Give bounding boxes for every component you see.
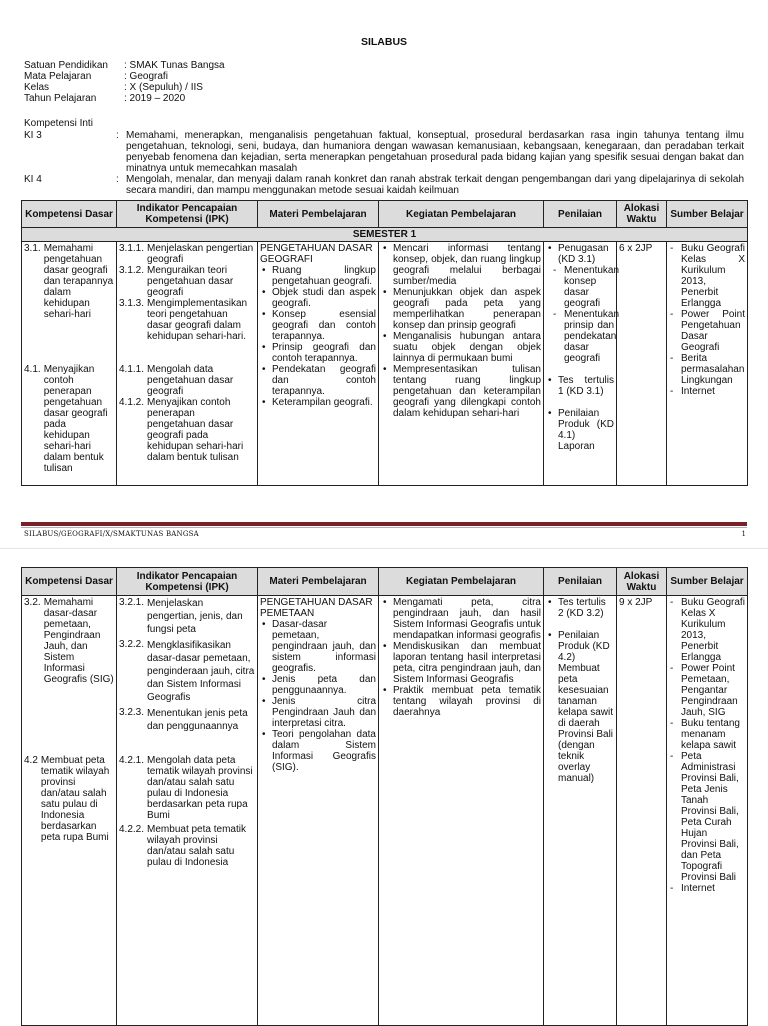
header-kegiatan: Kegiatan Pembelajaran <box>379 568 544 596</box>
materi-cell <box>258 596 379 1026</box>
kd-text: Menyajikan contoh penerapan pengetahuan dasar geografi pada kehidupan sehari-hari dalam bentuk tulisan <box>43 364 108 474</box>
header-ipk: Indikator Pencapaian Kompetensi (IPK) <box>117 568 258 596</box>
ipk-number: 3.2.2. <box>119 639 145 650</box>
list-item: • Praktik membuat peta tematik tentang wilayah provinsi di daerahnya <box>381 685 541 718</box>
materi-title: PENGETAHUAN DASAR GEOGRAFI <box>260 243 373 265</box>
semester-label: SEMESTER 1 <box>22 228 748 242</box>
ipk-number: 3.2.1. <box>119 597 145 608</box>
kd-cell <box>22 596 117 1026</box>
ki-colon: : <box>116 130 119 141</box>
syllabus-table-2 <box>21 567 748 1026</box>
ipk-cell <box>117 596 258 1026</box>
ki-label: KI 4 <box>24 174 42 185</box>
list-item: - Menentukan konsep dasar geografi <box>552 265 614 309</box>
header-alokasi: Alokasi Waktu <box>617 568 667 596</box>
sumber-cell <box>667 242 748 486</box>
ipk-number: 3.1.2. <box>119 265 145 276</box>
info-value: : Geografi <box>124 71 168 82</box>
kd-text: Memahami dasar-dasar pemetaan, Pengindraan Jauh, dan Sistem Informasi Geografis (SIG) <box>43 597 114 685</box>
header-ipk: Indikator Pencapaian Kompetensi (IPK) <box>117 201 258 228</box>
page-number: 1 <box>741 530 746 538</box>
list-item: • Tes tertulis 2 (KD 3.2) <box>546 597 614 619</box>
info-value: : SMAK Tunas Bangsa <box>124 60 225 71</box>
footer-text: SILABUS/GEOGRAFI/X/SMAKTUNAS BANGSA <box>24 530 199 538</box>
header-materi: Materi Pembelajaran <box>258 568 379 596</box>
list-item: • Pendekatan geografi dan contoh terapannya. <box>260 364 376 397</box>
info-label: Tahun Pelajaran <box>24 93 97 104</box>
kd-number: 3.2. <box>24 597 41 608</box>
penilaian-text: Penugasan (KD 3.1) <box>558 243 609 265</box>
list-item: - Menentukan prinsip dan pendekatan dasar geografi <box>552 309 614 364</box>
ipk-text: Mengimplementasikan teori pengetahuan dasar geografi dalam kehidupan sehari-hari. <box>147 298 248 342</box>
ki-text: Mengolah, menalar, dan menyaji dalam ranah konkret dan ranah abstrak terkait dengan pengembangan dari yang dipelajarinya di sekolah secara mandiri, dan mampu menggunakan metode sesuai kaidah keilmuan <box>126 174 744 196</box>
list-item: • Konsep esensial geografi dan contoh terapannya. <box>260 309 376 342</box>
list-item: • Teori pengolahan data dalam Sistem Informasi Geografis (SIG). <box>260 729 376 773</box>
header-penilaian: Penilaian <box>544 201 617 228</box>
header-alokasi: Alokasi Waktu <box>617 201 667 228</box>
list-item: • Ruang lingkup pengetahuan geografi. <box>260 265 376 287</box>
ipk-number: 4.2.1. <box>119 755 145 766</box>
ipk-number: 3.1.3. <box>119 298 145 309</box>
list-item: - Power Point Pemetaan, Pengantar Pengindraan Jauh, SIG <box>669 663 745 718</box>
list-item: - Buku Geografi Kelas X Kurikulum 2013, Penerbit Erlangga <box>669 597 745 663</box>
list-item: • Prinsip geografi dan contoh terapannya. <box>260 342 376 364</box>
list-item: • Jenis citra Pengindraan Jauh dan interpretasi citra. <box>260 696 376 729</box>
list-item: - Internet <box>669 883 745 894</box>
ipk-text: Menyajikan contoh penerapan pengetahuan dasar geografi pada kehidupan sehari-hari dalam bentuk tulisan <box>147 397 244 463</box>
info-block <box>24 60 225 104</box>
ipk-cell <box>117 242 258 486</box>
header-kegiatan: Kegiatan Pembelajaran <box>379 201 544 228</box>
list-item: - Buku Geografi Kelas X Kurikulum 2013, Penerbit Erlangga <box>669 243 745 309</box>
info-value: : X (Sepuluh) / IIS <box>124 82 203 93</box>
list-item: • Tes tertulis 1 (KD 3.1) <box>546 375 614 397</box>
ipk-text: Menjelaskan pengertian, jenis, dan fungsi peta <box>147 598 243 635</box>
list-item <box>546 243 620 364</box>
ki-block <box>24 130 744 196</box>
page-divider <box>0 548 768 549</box>
list-item: • Menganalisis hubungan antara suatu objek dengan objek lainnya di permukaan bumi <box>381 331 541 364</box>
ki-text: Memahami, menerapkan, menganalisis pengetahuan faktual, konseptual, prosedural berdasarkan rasa ingin tahunya tentang ilmu pengetahuan, teknologi, seni, budaya, dan humaniora dengan wawasan kemanusiaan, kebangsaan, kenegaraan, dan peradaban terkait penyebab fenomena dan kejadian, serta menerapkan pengetahuan prosedural pada bidang kajian yang spesifik sesuai dengan bakat dan minatnya untuk memecahkan masalah <box>126 130 744 174</box>
ipk-text: Mengklasifikasikan dasar-dasar pemetaan, penginderaan jauh, citra dan Sistem Informasi Geografis <box>147 640 255 703</box>
list-item: - Berita permasalahan Lingkungan <box>669 353 745 386</box>
header-penilaian: Penilaian <box>544 568 617 596</box>
header-kd: Kompetensi Dasar <box>22 568 117 596</box>
ipk-text: Mengolah data peta tematik wilayah provinsi dan/atau salah satu pulau di Indonesia berdasarkan peta rupa Bumi <box>147 755 253 821</box>
list-item: • Mengamati peta, citra pengindraan jauh, dan hasil Sistem Informasi Geografis untuk mendapatkan informasi geografis <box>381 597 541 641</box>
ipk-number: 3.2.3. <box>119 707 145 718</box>
list-item: • Penilaian Produk (KD 4.2) Membuat peta kesesuaian tanaman kelapa sawit di daerah Provinsi Bali (dengan teknik overlay manual) <box>546 630 614 784</box>
alokasi-cell: 6 x 2JP <box>617 242 667 486</box>
kd-number: 4.1. <box>24 364 41 375</box>
ipk-number: 3.1.1. <box>119 243 145 254</box>
header-sumber: Sumber Belajar <box>667 568 748 596</box>
penilaian-cell <box>544 242 620 486</box>
list-item: • Penilaian Produk (KD 4.1) Laporan <box>546 408 614 452</box>
alokasi-cell: 9 x 2JP <box>617 596 667 1026</box>
ki-label: KI 3 <box>24 130 42 141</box>
kd-number: 4.2 <box>24 755 38 766</box>
list-item: - Peta Administrasi Provinsi Bali, Peta Jenis Tanah Provinsi Bali, Peta Curah Hujan Provinsi Bali, dan Peta Topografi Provinsi Bali <box>669 751 745 883</box>
sumber-cell <box>667 596 748 1026</box>
kegiatan-cell <box>379 242 544 486</box>
kd-number: 3.1. <box>24 243 41 254</box>
ipk-number: 4.1.1. <box>119 364 145 375</box>
list-item: - Buku tentang menanam kelapa sawit <box>669 718 745 751</box>
kd-text: Membuat peta tematik wilayah provinsi dan/atau salah satu pulau di Indonesia berdasarkan peta rupa Bumi <box>40 755 110 843</box>
ipk-text: Menguraikan teori pengetahuan dasar geografi <box>147 265 234 298</box>
list-item: - Power Point Pengetahuan Dasar Geografi <box>669 309 745 353</box>
kd-cell <box>22 242 117 486</box>
list-item: • Mendiskusikan dan membuat laporan tentang hasil interpretasi peta, citra pengindraan jauh, dan Sistem Informasi Geografis <box>381 641 541 685</box>
ipk-text: Mengolah data pengetahuan dasar geografi <box>147 364 234 397</box>
info-value: : 2019 – 2020 <box>124 93 186 104</box>
ipk-number: 4.1.2. <box>119 397 145 408</box>
footer-rule-thin <box>21 527 747 528</box>
penilaian-cell <box>544 596 617 1026</box>
syllabus-table-1 <box>21 200 748 486</box>
materi-title: PENGETAHUAN DASAR PEMETAAN <box>260 597 373 619</box>
ipk-number: 4.2.2. <box>119 824 145 835</box>
ipk-text: Menentukan jenis peta dan penggunaannya <box>147 708 248 732</box>
list-item: • Mempresentasikan tulisan tentang ruang lingkup pengetahuan dan keterampilan geografi yang dilengkapi contoh dalam kehidupan sehari-hari <box>381 364 541 419</box>
ipk-text: Membuat peta tematik wilayah provinsi dan/atau salah satu pulau di Indonesia <box>147 824 246 868</box>
ki-colon: : <box>116 174 119 185</box>
kegiatan-cell <box>379 596 544 1026</box>
header-materi: Materi Pembelajaran <box>258 201 379 228</box>
list-item: • Jenis peta dan penggunaannya. <box>260 674 376 696</box>
list-item: • Keterampilan geografi. <box>260 397 376 408</box>
list-item: • Mencari informasi tentang konsep, objek, dan ruang lingkup geografi melalui berbagai sumber/media <box>381 243 541 287</box>
list-item: • Objek studi dan aspek geografi. <box>260 287 376 309</box>
info-label: Kelas <box>24 82 50 93</box>
ki-heading: Kompetensi Inti <box>24 118 93 129</box>
materi-cell <box>258 242 379 486</box>
header-kd: Kompetensi Dasar <box>22 201 117 228</box>
ipk-text: Menjelaskan pengertian geografi <box>147 243 254 265</box>
list-item: • Menunjukkan objek dan aspek geografi pada peta yang memperlihatkan penerapan konsep dan prinsip geografi <box>381 287 541 331</box>
footer-rule <box>21 522 747 526</box>
header-sumber: Sumber Belajar <box>667 201 748 228</box>
kd-text: Memahami pengetahuan dasar geografi dan terapannya dalam kehidupan sehari-hari <box>43 243 114 320</box>
info-label: Satuan Pendidikan <box>24 60 108 71</box>
info-label: Mata Pelajaran <box>24 71 92 82</box>
list-item: - Internet <box>669 386 745 397</box>
list-item: • Dasar-dasar pemetaan, pengindraan jauh, dan sistem informasi geografis. <box>260 619 376 674</box>
page-title: SILABUS <box>360 36 408 48</box>
